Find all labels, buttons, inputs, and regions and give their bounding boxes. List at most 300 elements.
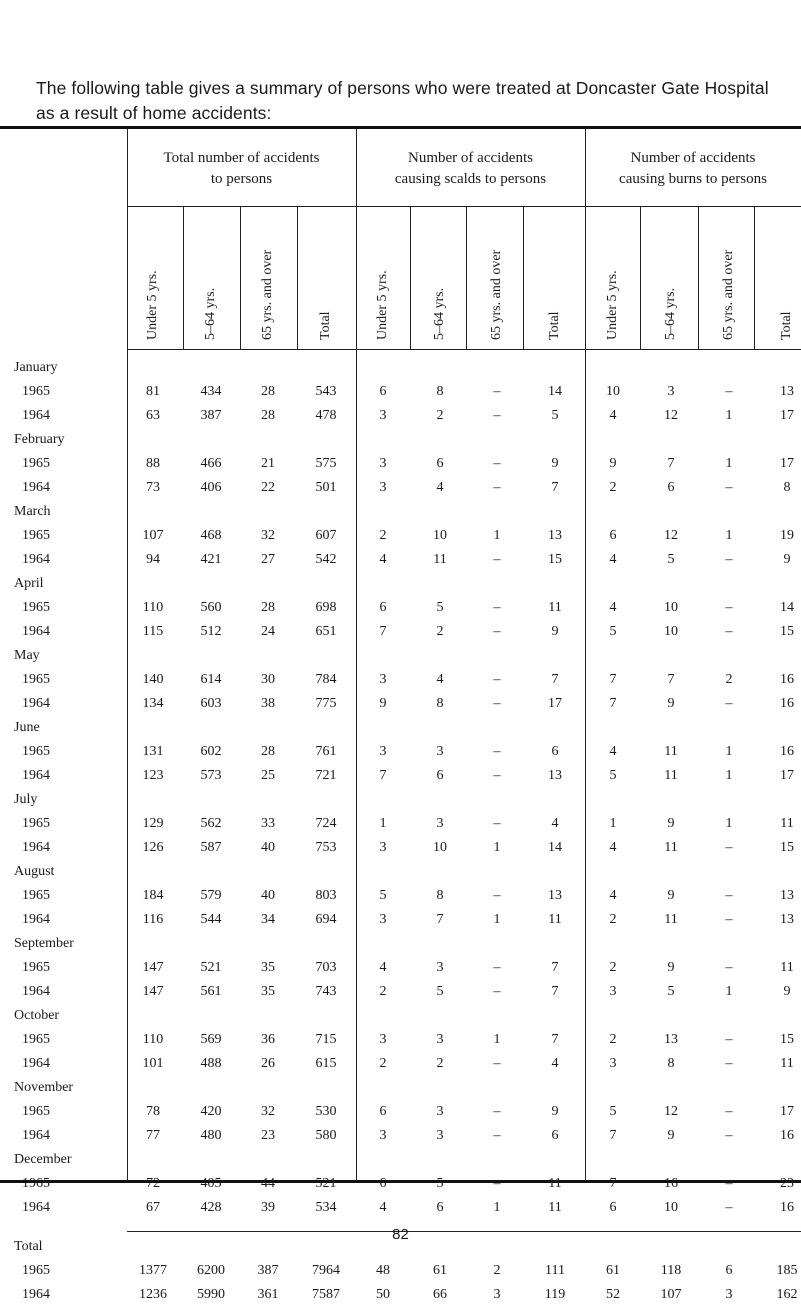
- table-cell: 13: [780, 912, 794, 927]
- table-cell: 4: [379, 1200, 387, 1215]
- table-cell: 3: [379, 480, 387, 495]
- table-row: [0, 452, 801, 476]
- table-cell: –: [493, 624, 501, 639]
- table-cell: –: [493, 456, 501, 471]
- table-cell: 4: [379, 552, 387, 567]
- table-cell: 9: [551, 624, 559, 639]
- month-heading: [0, 1148, 801, 1172]
- table-row: [0, 1172, 801, 1196]
- table-cell: 428: [200, 1200, 222, 1215]
- table-cell: 36: [261, 1032, 275, 1047]
- table-cell: –: [493, 600, 501, 615]
- table-cell: 8: [783, 480, 791, 495]
- column-separator: [523, 206, 524, 349]
- table-cell: 7: [551, 984, 559, 999]
- column-header-top-line: [127, 206, 801, 207]
- table-cell: 3: [436, 1128, 444, 1143]
- table-cell: 12: [664, 528, 678, 543]
- table-cell: 2: [725, 672, 733, 687]
- table-cell: 1: [725, 456, 733, 471]
- table-cell: –: [725, 1200, 733, 1215]
- table-cell: 6: [725, 1263, 733, 1278]
- table-cell: 580: [315, 1128, 337, 1143]
- month-heading: [0, 572, 801, 596]
- table-cell: –: [725, 552, 733, 567]
- table-cell: 387: [257, 1263, 279, 1278]
- table-cell: –: [493, 552, 501, 567]
- month-heading-label: January: [14, 360, 58, 375]
- table-cell: 2: [436, 408, 444, 423]
- month-heading-label: August: [14, 864, 55, 879]
- table-cell: 6: [436, 768, 444, 783]
- table-cell: 7: [379, 624, 387, 639]
- table-cell: 9: [379, 696, 387, 711]
- column-separator: [754, 206, 755, 349]
- table-cell: 7: [609, 696, 617, 711]
- table-cell: 9: [551, 456, 559, 471]
- table-cell: 14: [548, 384, 562, 399]
- table-cell: 2: [379, 528, 387, 543]
- table-cell: 10: [664, 624, 678, 639]
- table-cell: 5: [551, 408, 559, 423]
- table-cell: 78: [146, 1104, 160, 1119]
- row-year: 1965: [22, 1032, 50, 1047]
- table-cell: 7: [609, 1176, 617, 1191]
- table-cell: 11: [664, 840, 678, 855]
- month-heading: [0, 932, 801, 956]
- table-cell: 12: [664, 408, 678, 423]
- month-heading-label: November: [14, 1080, 74, 1095]
- column-header: Under 5 yrs.: [605, 270, 620, 340]
- table-cell: 694: [315, 912, 337, 927]
- column-separator: [297, 206, 298, 349]
- table-cell: 11: [664, 744, 678, 759]
- table-cell: 94: [146, 552, 160, 567]
- table-cell: 3: [379, 456, 387, 471]
- table-cell: 35: [261, 960, 275, 975]
- table-row: [0, 836, 801, 860]
- row-year: 1965: [22, 1263, 50, 1278]
- column-separator: [240, 206, 241, 349]
- table-cell: 10: [664, 1200, 678, 1215]
- table-cell: 3: [379, 1032, 387, 1047]
- table-cell: 12: [664, 1104, 678, 1119]
- table-cell: 615: [315, 1056, 337, 1071]
- table-cell: 803: [315, 888, 337, 903]
- row-year: 1964: [22, 768, 50, 783]
- row-year: 1964: [22, 624, 50, 639]
- table-cell: 562: [200, 816, 222, 831]
- table-cell: 651: [315, 624, 337, 639]
- table-cell: 6: [667, 480, 675, 495]
- table-cell: 6: [436, 456, 444, 471]
- table-cell: 140: [142, 672, 164, 687]
- table-cell: 10: [664, 600, 678, 615]
- table-cell: 607: [315, 528, 337, 543]
- row-year: 1964: [22, 840, 50, 855]
- month-heading: [0, 716, 801, 740]
- row-year: 1965: [22, 960, 50, 975]
- table-cell: 16: [664, 1176, 678, 1191]
- table-cell: 14: [548, 840, 562, 855]
- table-cell: 19: [780, 528, 794, 543]
- column-header-bottom-line: [127, 349, 801, 350]
- month-heading-label: April: [14, 576, 44, 591]
- table-cell: 4: [609, 840, 617, 855]
- row-year: 1964: [22, 1200, 50, 1215]
- row-year: 1965: [22, 888, 50, 903]
- group-header-line1: Total number of accidents: [163, 150, 320, 166]
- table-cell: 1: [379, 816, 387, 831]
- table-cell: –: [725, 960, 733, 975]
- table-cell: 573: [200, 768, 222, 783]
- table-cell: –: [725, 624, 733, 639]
- column-separator: [698, 206, 699, 349]
- table-cell: 560: [200, 600, 222, 615]
- table-cell: 361: [257, 1287, 279, 1302]
- table-cell: 9: [551, 1104, 559, 1119]
- table-cell: 5990: [197, 1287, 225, 1302]
- table-cell: –: [725, 912, 733, 927]
- table-row: [0, 548, 801, 572]
- table-cell: 3: [379, 1128, 387, 1143]
- table-row: [0, 524, 801, 548]
- table-cell: –: [493, 744, 501, 759]
- table-cell: 543: [315, 384, 337, 399]
- table-cell: 569: [200, 1032, 222, 1047]
- table-cell: 34: [261, 912, 275, 927]
- row-year: 1965: [22, 816, 50, 831]
- table-row: [0, 476, 801, 500]
- table-cell: 5: [609, 768, 617, 783]
- table-cell: –: [493, 984, 501, 999]
- table-cell: 4: [609, 552, 617, 567]
- column-header: 65 yrs. and over: [489, 249, 504, 340]
- table-cell: 6: [379, 1176, 387, 1191]
- table-cell: –: [493, 1056, 501, 1071]
- table-cell: 16: [780, 744, 794, 759]
- table-cell: –: [725, 384, 733, 399]
- table-cell: 11: [780, 816, 794, 831]
- table-cell: 35: [261, 984, 275, 999]
- table-cell: 25: [261, 768, 275, 783]
- table-cell: –: [725, 1056, 733, 1071]
- table-cell: 9: [667, 888, 675, 903]
- table-cell: 61: [606, 1263, 620, 1278]
- table-cell: 32: [261, 1104, 275, 1119]
- table-row: [0, 668, 801, 692]
- table-cell: 23: [780, 1176, 794, 1191]
- table-cell: 3: [609, 984, 617, 999]
- table-cell: –: [493, 408, 501, 423]
- table-cell: 4: [609, 744, 617, 759]
- table-cell: 3: [436, 1032, 444, 1047]
- table-cell: 579: [200, 888, 222, 903]
- table-cell: 761: [315, 744, 337, 759]
- table-cell: 1: [493, 1200, 501, 1215]
- table-cell: 3: [379, 744, 387, 759]
- table-cell: 6: [379, 384, 387, 399]
- table-cell: 118: [660, 1263, 682, 1278]
- table-cell: 7: [667, 456, 675, 471]
- month-heading: [0, 860, 801, 884]
- table-cell: 4: [609, 408, 617, 423]
- table-cell: –: [493, 1128, 501, 1143]
- table-cell: 3: [436, 744, 444, 759]
- table-cell: 11: [548, 1176, 562, 1191]
- table-cell: 1: [493, 840, 501, 855]
- table-cell: 185: [776, 1263, 798, 1278]
- table-cell: 420: [200, 1104, 222, 1119]
- table-cell: 478: [315, 408, 337, 423]
- table-cell: 3: [493, 1287, 501, 1302]
- table-cell: 6: [436, 1200, 444, 1215]
- table-cell: 63: [146, 408, 160, 423]
- row-year: 1965: [22, 1104, 50, 1119]
- table-cell: 14: [780, 600, 794, 615]
- table-cell: 521: [315, 1176, 337, 1191]
- table-cell: 5: [609, 624, 617, 639]
- month-heading: [0, 1076, 801, 1100]
- table-cell: –: [725, 696, 733, 711]
- table-row: [0, 740, 801, 764]
- month-heading-label: May: [14, 648, 40, 663]
- column-separator: [466, 206, 467, 349]
- row-year: 1964: [22, 696, 50, 711]
- table-cell: 614: [200, 672, 222, 687]
- table-cell: 28: [261, 408, 275, 423]
- row-year: 1964: [22, 1128, 50, 1143]
- table-cell: 50: [376, 1287, 390, 1302]
- table-row: [0, 956, 801, 980]
- table-row: [0, 884, 801, 908]
- top-rule: [0, 126, 801, 129]
- table-cell: 8: [436, 696, 444, 711]
- table-cell: 17: [780, 768, 794, 783]
- table-cell: 421: [200, 552, 222, 567]
- table-cell: 116: [142, 912, 164, 927]
- table-cell: 2: [609, 912, 617, 927]
- table-cell: 16: [780, 1128, 794, 1143]
- group-header: [585, 148, 801, 190]
- table-cell: 147: [142, 984, 164, 999]
- table-cell: 11: [664, 768, 678, 783]
- column-header: 5–64 yrs.: [663, 287, 678, 340]
- table-cell: 1: [493, 1032, 501, 1047]
- table-cell: 72: [146, 1176, 160, 1191]
- table-cell: 28: [261, 600, 275, 615]
- table-cell: 405: [200, 1176, 222, 1191]
- table-cell: 9: [667, 696, 675, 711]
- table-cell: 4: [609, 888, 617, 903]
- table-cell: 40: [261, 840, 275, 855]
- table-cell: 27: [261, 552, 275, 567]
- table-cell: 603: [200, 696, 222, 711]
- table-cell: 88: [146, 456, 160, 471]
- table-cell: 16: [780, 696, 794, 711]
- table-cell: 16: [780, 672, 794, 687]
- table-cell: 7: [551, 1032, 559, 1047]
- table-cell: 4: [436, 672, 444, 687]
- table-row: [0, 908, 801, 932]
- table-cell: 1: [725, 744, 733, 759]
- table-cell: 11: [548, 912, 562, 927]
- table-cell: 7: [609, 1128, 617, 1143]
- table-cell: 134: [142, 696, 164, 711]
- table-cell: 9: [667, 1128, 675, 1143]
- table-cell: 721: [315, 768, 337, 783]
- table-cell: 602: [200, 744, 222, 759]
- table-cell: 6: [609, 528, 617, 543]
- table-cell: 406: [200, 480, 222, 495]
- row-year: 1964: [22, 408, 50, 423]
- table-cell: 2: [436, 1056, 444, 1071]
- row-year: 1965: [22, 1176, 50, 1191]
- group-header-line2: to persons: [210, 171, 273, 187]
- table-cell: 48: [376, 1263, 390, 1278]
- table-cell: –: [725, 1104, 733, 1119]
- table-cell: 3: [436, 960, 444, 975]
- table-cell: 44: [261, 1176, 275, 1191]
- group-header-line1: Number of accidents: [630, 150, 756, 166]
- month-heading: [0, 1004, 801, 1028]
- table-cell: 3: [379, 840, 387, 855]
- table-cell: 10: [433, 840, 447, 855]
- group-header: [127, 148, 356, 190]
- table-cell: 13: [780, 384, 794, 399]
- table-cell: –: [725, 1032, 733, 1047]
- table-cell: 544: [200, 912, 222, 927]
- table-cell: 7: [436, 912, 444, 927]
- table-row: [0, 620, 801, 644]
- table-cell: 11: [548, 1200, 562, 1215]
- row-year: 1964: [22, 912, 50, 927]
- row-year: 1965: [22, 384, 50, 399]
- table-cell: 119: [544, 1287, 566, 1302]
- row-year: 1965: [22, 744, 50, 759]
- table-cell: 1236: [139, 1287, 167, 1302]
- table-cell: 4: [609, 600, 617, 615]
- column-header: Under 5 yrs.: [375, 270, 390, 340]
- table-cell: 3: [379, 408, 387, 423]
- column-header: 65 yrs. and over: [721, 249, 736, 340]
- table-cell: 743: [315, 984, 337, 999]
- table-cell: 466: [200, 456, 222, 471]
- table-cell: 2: [379, 984, 387, 999]
- table-cell: –: [725, 888, 733, 903]
- table-row: [0, 1283, 801, 1307]
- table-cell: 9: [609, 456, 617, 471]
- table-cell: 6: [551, 1128, 559, 1143]
- column-header: Total: [318, 311, 333, 340]
- table-cell: 129: [142, 816, 164, 831]
- intro-paragraph: The following table gives a summary of persons who were treated at Doncaster Gate Hospital as a result of home accidents:: [36, 78, 769, 123]
- table-cell: 530: [315, 1104, 337, 1119]
- table-row: [0, 596, 801, 620]
- row-year: 1965: [22, 528, 50, 543]
- table-cell: 3: [436, 1104, 444, 1119]
- table-cell: 9: [783, 984, 791, 999]
- table-cell: 162: [776, 1287, 798, 1302]
- table-cell: 4: [551, 1056, 559, 1071]
- table-row: [0, 1259, 801, 1283]
- month-heading-label: September: [14, 936, 74, 951]
- row-year: 1964: [22, 1287, 50, 1302]
- table-cell: 107: [142, 528, 164, 543]
- table-row: [0, 1052, 801, 1076]
- table-cell: 81: [146, 384, 160, 399]
- table-cell: 17: [780, 456, 794, 471]
- table-cell: 11: [780, 1056, 794, 1071]
- table-cell: 10: [433, 528, 447, 543]
- table-cell: 15: [780, 1032, 794, 1047]
- table-cell: 1: [493, 528, 501, 543]
- table-cell: 8: [667, 1056, 675, 1071]
- table-cell: –: [725, 1128, 733, 1143]
- table-cell: 11: [433, 552, 447, 567]
- table-cell: 3: [667, 384, 675, 399]
- column-header: Total: [779, 311, 794, 340]
- table-cell: 387: [200, 408, 222, 423]
- row-year: 1964: [22, 552, 50, 567]
- month-heading: [0, 356, 801, 380]
- table-cell: 24: [261, 624, 275, 639]
- table-cell: –: [493, 1176, 501, 1191]
- table-cell: 5: [436, 600, 444, 615]
- column-header: 5–64 yrs.: [203, 287, 218, 340]
- table-cell: 110: [142, 600, 164, 615]
- table-cell: 753: [315, 840, 337, 855]
- column-header: 65 yrs. and over: [260, 249, 275, 340]
- table-cell: 5: [436, 984, 444, 999]
- table-cell: 1: [609, 816, 617, 831]
- table-cell: –: [493, 696, 501, 711]
- table-cell: –: [493, 888, 501, 903]
- table-cell: –: [493, 672, 501, 687]
- table-cell: 10: [606, 384, 620, 399]
- table-cell: 8: [436, 888, 444, 903]
- table-cell: 6: [379, 600, 387, 615]
- group-header-line2: causing burns to persons: [619, 171, 767, 187]
- table-cell: 2: [609, 1032, 617, 1047]
- table-cell: 13: [664, 1032, 678, 1047]
- table-cell: 15: [780, 624, 794, 639]
- table-cell: 542: [315, 552, 337, 567]
- table-row: [0, 692, 801, 716]
- month-heading: [0, 644, 801, 668]
- table-cell: 123: [142, 768, 164, 783]
- month-heading-label: June: [14, 720, 40, 735]
- table-cell: 22: [261, 480, 275, 495]
- table-cell: 40: [261, 888, 275, 903]
- column-header: Under 5 yrs.: [145, 270, 160, 340]
- table-cell: 11: [780, 960, 794, 975]
- table-cell: 1377: [139, 1263, 167, 1278]
- table-cell: 501: [315, 480, 337, 495]
- table-cell: 7587: [312, 1287, 340, 1302]
- table-cell: 61: [433, 1263, 447, 1278]
- table-row: [0, 812, 801, 836]
- table-cell: 1: [725, 768, 733, 783]
- table-cell: 480: [200, 1128, 222, 1143]
- table-cell: 6: [551, 744, 559, 759]
- table-cell: 7: [551, 480, 559, 495]
- table-cell: –: [725, 480, 733, 495]
- table-cell: 5: [667, 552, 675, 567]
- table-cell: –: [493, 960, 501, 975]
- table-cell: 587: [200, 840, 222, 855]
- table-cell: 11: [548, 600, 562, 615]
